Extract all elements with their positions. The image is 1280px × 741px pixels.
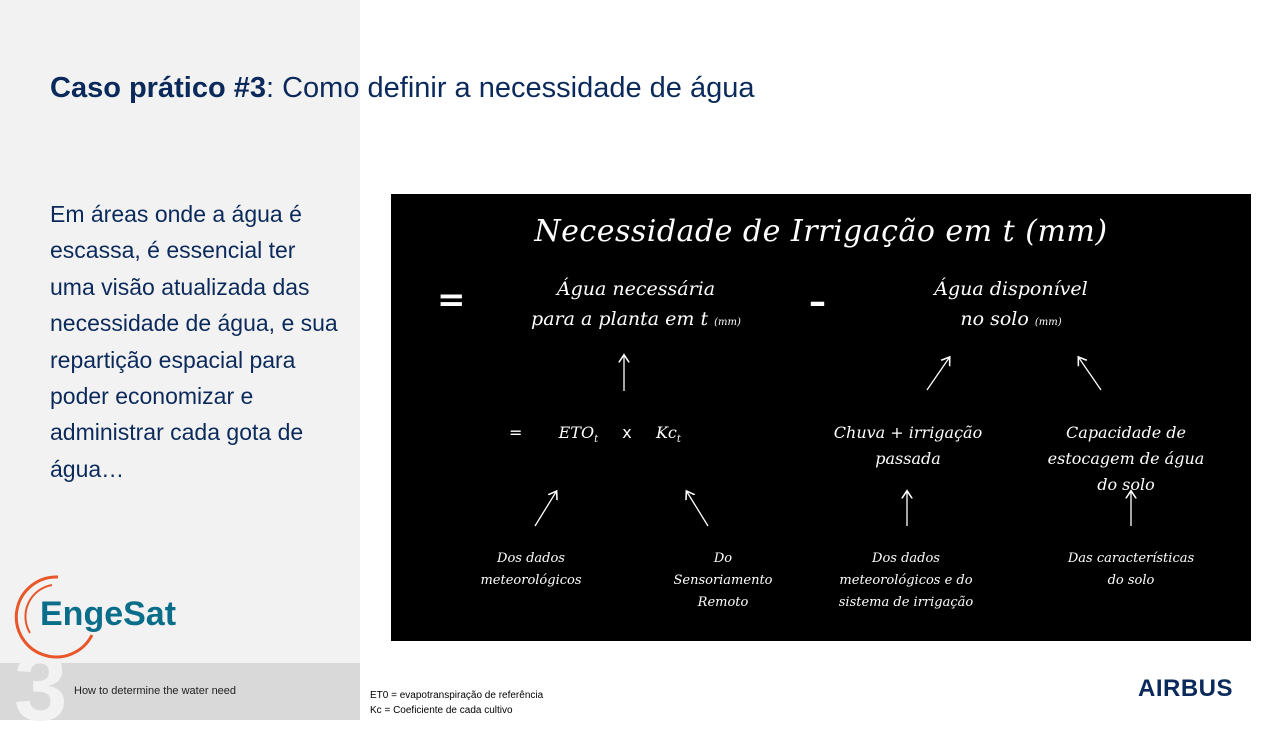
formula-eto: ETO	[558, 423, 595, 442]
slide-number: 3	[14, 634, 68, 741]
source-remote-line1: Do	[713, 551, 733, 566]
source-remote-sensing-label	[653, 548, 793, 614]
airbus-logo: AIRBUS	[1138, 675, 1234, 702]
page-title	[50, 72, 754, 105]
formula-kc-sub: t	[676, 434, 681, 446]
water-needed-line2-wrap	[491, 304, 781, 338]
rain-irrigation-line1: Chuva + irrigação	[833, 423, 983, 442]
equals-sign: =	[437, 280, 466, 320]
rain-irrigation-label	[803, 420, 1013, 472]
storage-capacity-label	[1021, 420, 1231, 498]
footer-caption: How to determine the water need	[74, 685, 237, 697]
water-needed-label	[491, 274, 781, 338]
blackboard-diagram	[391, 194, 1251, 641]
formula-equals: =	[509, 423, 523, 442]
storage-line3: do solo	[1097, 475, 1155, 494]
arrow-meteo-to-eto	[535, 492, 556, 526]
arrow-storage-to-available	[1079, 358, 1101, 390]
title-rest: : Como definir a necessidade de água	[265, 72, 755, 104]
title-bold: Caso prático #3	[50, 72, 266, 104]
footnotes	[370, 688, 543, 718]
source-soil-line1: Das características	[1067, 551, 1195, 566]
footnote-kc: Kc = Coeficiente de cada cultivo	[370, 705, 513, 716]
source-meteo-irrig-line3: sistema de irrigação	[838, 595, 974, 610]
minus-sign: –	[809, 282, 826, 322]
source-meteo-line2: meteorológicos	[480, 573, 582, 588]
source-meteo-irrigation-label	[811, 548, 1001, 614]
source-meteo-irrig-line2: meteorológicos e do	[839, 573, 973, 588]
water-available-line2-wrap	[881, 304, 1141, 338]
water-available-label	[881, 274, 1141, 338]
storage-line1: Capacidade de	[1066, 423, 1186, 442]
water-needed-line1: Água necessária	[556, 278, 716, 300]
source-soil-label	[1031, 548, 1231, 592]
engesat-logo	[10, 573, 200, 659]
formula	[509, 423, 681, 445]
formula-eto-sub: t	[594, 434, 599, 446]
source-meteo-label	[456, 548, 606, 592]
description-text: Em áreas onde a água é escassa, é essencial ter uma visão atualizada das necessidade de água, e sua repartição espacial para poder economizar e administrar cada gota de água…	[50, 201, 338, 482]
source-remote-line2: Sensoriamento	[673, 573, 773, 588]
rain-irrigation-line2: passada	[875, 449, 941, 468]
footnote-eto: ET0 = evapotranspiração de referência	[370, 690, 544, 701]
water-needed-line2: para a planta em t	[531, 308, 709, 330]
formula-times: x	[622, 423, 632, 442]
source-meteo-line1: Dos dados	[497, 551, 565, 566]
arrow-rain-to-available	[927, 358, 949, 390]
water-needed-unit: (mm)	[714, 317, 741, 328]
source-meteo-irrig-line1: Dos dados	[872, 551, 940, 566]
water-available-line1: Água disponível	[934, 278, 1088, 300]
board-title: Necessidade de Irrigação em t (mm)	[534, 214, 1108, 249]
water-available-unit: (mm)	[1034, 317, 1062, 328]
storage-line2: estocagem de água	[1047, 449, 1205, 468]
logo-text: EngeSat	[40, 595, 177, 633]
formula-kc: Kc	[655, 423, 677, 442]
source-remote-line3: Remoto	[697, 595, 749, 610]
source-soil-line2: do solo	[1107, 573, 1155, 588]
water-available-line2: no solo	[960, 308, 1029, 330]
arrow-remote-to-kc	[687, 492, 708, 526]
